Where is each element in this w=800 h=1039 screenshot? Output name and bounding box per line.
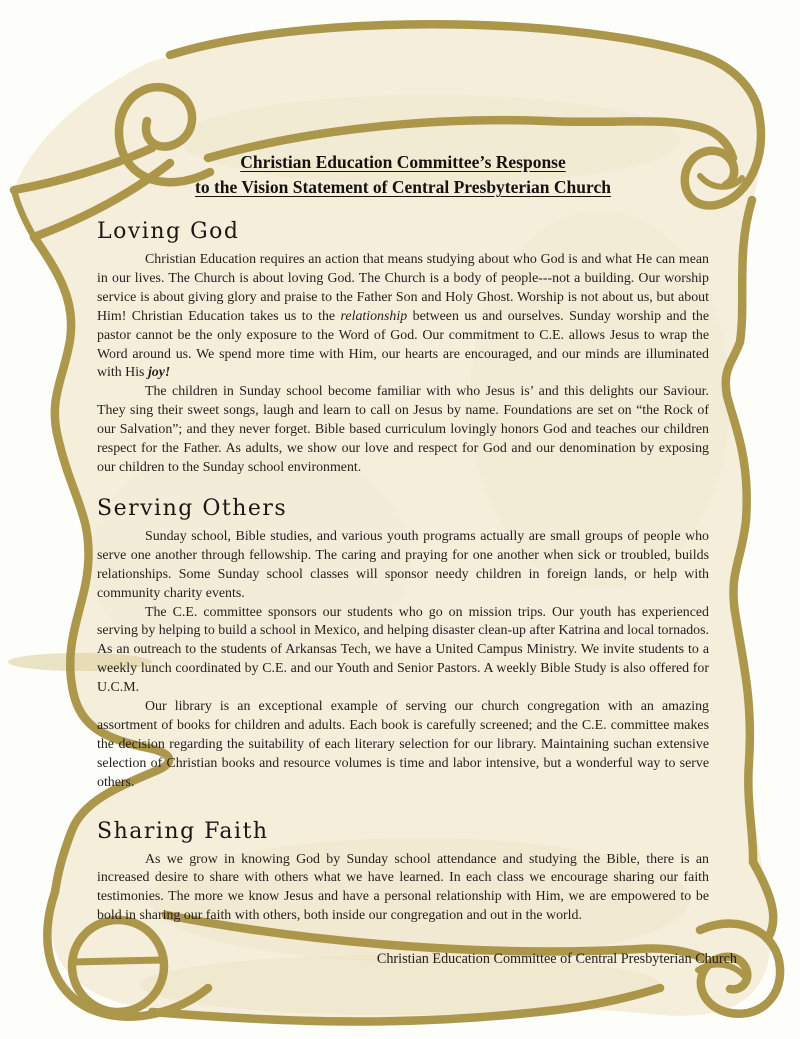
section-heading-serving-others: Serving Others xyxy=(97,495,288,521)
text-segment: between us and ourselves. Sunday worship and the pastor cannot be the only exposure to the Word of God. Our commitment to C.E. allows Jesus to wrap the Word around us. We spend more time with Him, our hearts are encouraged, and our minds are illuminated with His xyxy=(97,308,709,381)
paragraph xyxy=(97,528,709,604)
paragraph xyxy=(97,251,709,383)
document-content xyxy=(97,150,737,968)
text-segment: The children in Sunday school become familiar with who Jesus is’ and this delights our Saviour. They sing their sweet songs, laugh and learn to call on Jesus by name. Foundations are set on “the Rock of our Salvation”; and they never forget. Bible based curriculum lovingly honors God and teaches our children respect for the Father. As adults, we show our love and respect for God and our denomination by exposing our children to the Sunday school environment. xyxy=(97,384,709,475)
text-segment: Sunday school, Bible studies, and various youth programs actually are small groups of people who serve one another through fellowship. The caring and praying for one another when sick or troubled, builds relationships. Some Sunday school classes will sponsor needy children in foreign lands, or help with community charity events. xyxy=(97,528,709,601)
text-segment: Christian Education requires an action that means studying about who God is and what He can mean in our lives. The Church is about loving God. The Church is a body of people---not a building. Our worship service is about giving glory and praise to the Father Son and Holy Ghost. Worship is not about us, but about Him! Christian Education takes us to the xyxy=(97,252,709,324)
paragraph xyxy=(97,604,709,699)
section-serving-others xyxy=(97,495,709,793)
text-segment: The C.E. committee sponsors our students who go on mission trips. Our youth has experienced serving by helping to build a school in Mexico, and helping disaster clean-up after Katrina and local tornados. As an outreach to the students of Arkansas Tech, we have a United Campus Ministry. We invite students to a weekly lunch coordinated by C.E. and our Youth and Senior Pastors. A weekly Bible Study is also offered for U.C.M. xyxy=(97,604,709,696)
paragraph xyxy=(97,383,709,478)
text-segment: joy! xyxy=(147,365,171,381)
signature-line: Christian Education Committee of Central Presbyterian Church xyxy=(376,951,737,968)
paragraph xyxy=(97,698,709,793)
section-sharing-faith xyxy=(97,818,709,927)
section-heading-sharing-faith: Sharing Faith xyxy=(97,818,269,844)
paragraph xyxy=(97,851,709,927)
page-title xyxy=(97,150,709,200)
section-loving-god xyxy=(97,218,709,478)
text-segment: Our library is an exceptional example of serving our church congregation with an amazing assortment of books for children and adults. Each book is carefully screened; and the C.E. committee makes the decision regarding the suitability of each literary selection for our library. Maintaining suchan extensive selection of Christian books and resource volumes is time and labor intensive, but a wonderful way to serve others. xyxy=(97,699,709,790)
text-segment: As we grow in knowing God by Sunday school attendance and studying the Bible, there is an increased desire to share with others what we have learned. In each class we encourage sharing our faith testimonies. The more we know Jesus and have a personal relationship with Him, we are empowered to be bold in sharing our faith with others, both inside our congregation and out in the world. xyxy=(97,851,709,924)
page-title-line1: Christian Education Committee’s Response xyxy=(240,152,566,172)
text-segment: relationship xyxy=(340,308,408,324)
page-title-line2: to the Vision Statement of Central Presbyterian Church xyxy=(195,177,611,197)
section-heading-loving-god: Loving God xyxy=(97,219,240,244)
